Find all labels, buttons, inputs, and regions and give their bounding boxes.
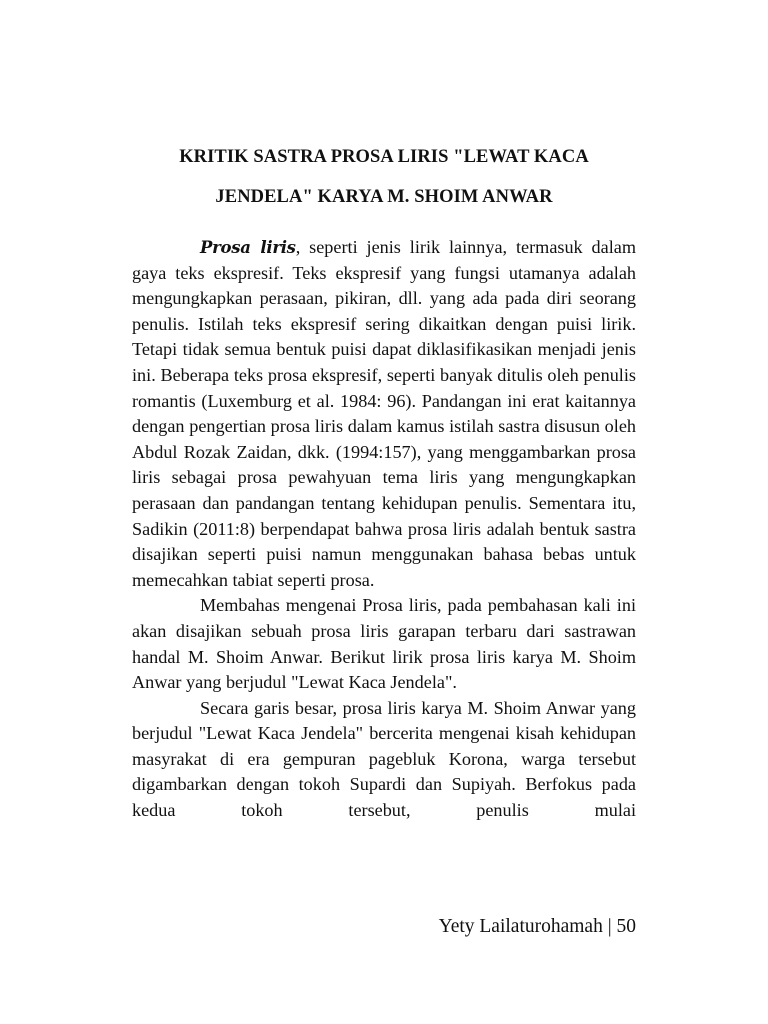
paragraph-2-text: Membahas mengenai Prosa liris, pada pembahasan kali ini akan disajikan sebuah prosa liris garapan terbaru dari sastrawan handal M. Shoim Anwar. Berikut lirik prosa liris karya M. Shoim Anwar yang berjudul "Lewat Kaca Jendela". — [132, 595, 636, 693]
document-body — [132, 235, 636, 824]
lead-term: Prosa liris — [200, 238, 296, 257]
title-line-2: JENDELA" KARYA M. SHOIM ANWAR — [215, 187, 553, 207]
paragraph-2 — [132, 593, 636, 695]
paragraph-3-text: Secara garis besar, prosa liris karya M. Shoim Anwar yang berjudul "Lewat Kaca Jendela" bercerita mengenai kisah kehidupan masyrakat di era gempuran pagebluk Korona, warga tersebut digambarkan dengan tokoh Supardi dan Supiyah. Berfokus pada kedua tokoh tersebut, penulis mulai — [132, 697, 636, 821]
document-title — [132, 137, 636, 217]
page-footer: Yety Lailaturohamah | 50 — [438, 916, 636, 937]
paragraph-1 — [132, 235, 636, 593]
title-line-1: KRITIK SASTRA PROSA LIRIS "LEWAT KACA — [179, 147, 589, 167]
paragraph-3 — [132, 696, 636, 824]
paragraph-1-text: , seperti jenis lirik lainnya, termasuk dalam gaya teks ekspresif. Teks ekspresif yang fungsi utamanya adalah mengungkapkan perasaan, pikiran, dll. yang ada pada diri seorang penulis. Istilah teks ekspresif sering dikaitkan dengan puisi lirik. Tetapi tidak semua bentuk puisi dapat diklasifikasikan menjadi jenis ini. Beberapa teks prosa ekspresif, seperti banyak ditulis oleh penulis romantis (Luxemburg et al. 1984: 96). Pandangan ini erat kaitannya dengan pengertian prosa liris dalam kamus istilah sastra disusun oleh Abdul Rozak Zaidan, dkk. (1994:157), yang menggambarkan prosa liris sebagai prosa pewahyuan tema liris yang mengungkapkan perasaan dan pandangan tentang kehidupan penulis. Sementara itu, Sadikin (2011:8) berpendapat bahwa prosa liris adalah bentuk sastra disajikan seperti puisi namun menggunakan bahasa bebas untuk memecahkan tabiat seperti prosa. — [132, 237, 636, 590]
